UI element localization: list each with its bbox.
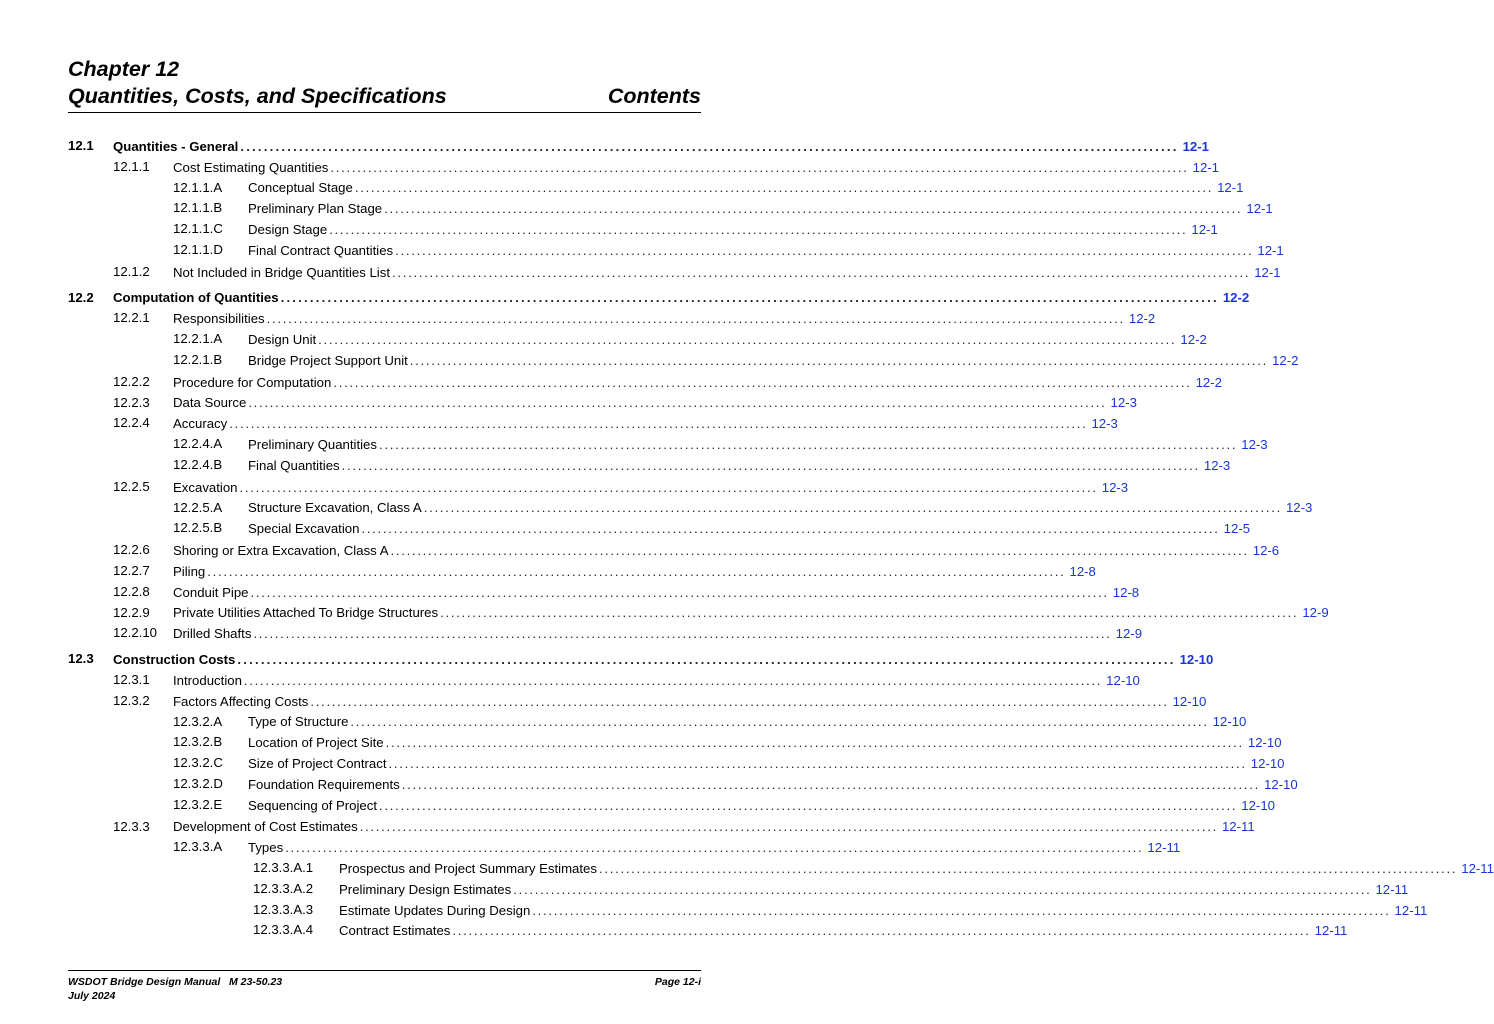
toc-entry-body: [248, 518, 1251, 539]
dot-leader: ................................................................................................................................................................: [513, 881, 1372, 897]
toc-entry[interactable]: [68, 649, 1214, 670]
toc-entry-number: 12.2.4.A: [173, 436, 223, 452]
toc-page-link[interactable]: 12-11: [1461, 860, 1494, 876]
toc-entry[interactable]: [68, 732, 1282, 753]
toc-page-link[interactable]: 12-10: [1241, 797, 1275, 813]
toc-entry-body: [173, 817, 1255, 838]
toc-entry[interactable]: [68, 691, 1207, 712]
toc-entry-number: 12.2.9: [113, 604, 150, 620]
toc-entry[interactable]: [68, 540, 1280, 561]
toc-entry-title: Private Utilities Attached To Bridge Structures: [173, 605, 439, 621]
dot-leader: ................................................................................................................................................................: [390, 543, 1249, 559]
toc-entry-title: Preliminary Plan Stage: [248, 201, 383, 217]
toc-entry[interactable]: [68, 372, 1222, 393]
toc-page-link[interactable]: 12-11: [1314, 923, 1348, 939]
toc-entry-title: Design Unit: [248, 332, 317, 348]
toc-entry[interactable]: [68, 477, 1129, 498]
toc-entry-body: [248, 712, 1247, 733]
toc-page-link[interactable]: 12-9: [1302, 605, 1329, 621]
toc-page-link[interactable]: 12-2: [1128, 311, 1156, 327]
toc-entry-body: [339, 920, 1348, 941]
toc-entry-title: Sequencing of Project: [248, 797, 378, 813]
toc-page-link[interactable]: 12-8: [1112, 584, 1140, 600]
dot-leader: ................................................................................................................................................................: [248, 395, 1107, 411]
toc-entry[interactable]: [68, 198, 1273, 219]
toc-entry-title: Estimate Updates During Design: [339, 902, 531, 918]
toc-entry-number: 12.3.2.C: [173, 755, 223, 771]
toc-entry-number: 12.2: [68, 289, 94, 305]
toc-page-link[interactable]: 12-11: [1221, 819, 1255, 835]
toc-entry-number: 12.1.2: [113, 263, 150, 279]
toc-page-link[interactable]: 12-10: [1263, 776, 1298, 792]
toc-entry-body: [248, 498, 1313, 519]
dot-leader: ................................................................................................................................................................: [207, 563, 1066, 579]
toc-entry[interactable]: [68, 136, 1209, 157]
dot-leader: ................................................................................................................................................................: [401, 776, 1260, 792]
toc-entry-body: [173, 393, 1137, 414]
toc-entry[interactable]: [68, 920, 1348, 941]
toc-entry-number: 12.2.1.A: [173, 331, 223, 347]
toc-entry-body: [173, 582, 1140, 603]
dot-leader: ................................................................................................................................................................: [379, 797, 1238, 813]
toc-entry[interactable]: [68, 350, 1299, 371]
toc-entry-body: [173, 157, 1220, 178]
toc-entry-number: 12.2.1: [113, 310, 150, 326]
toc-page-link[interactable]: 12-3: [1285, 500, 1313, 516]
toc-entry-number: 12.1.1.D: [173, 241, 223, 257]
toc-page-link[interactable]: 12-1: [1192, 159, 1220, 175]
toc-page-link[interactable]: 12-2: [1195, 374, 1222, 390]
toc-entry-title: Preliminary Design Estimates: [339, 881, 512, 897]
toc-entry[interactable]: [68, 623, 1143, 644]
toc-entry-title: Responsibilities: [173, 311, 265, 327]
toc-entry[interactable]: [68, 219, 1218, 240]
toc-page-link[interactable]: 12-10: [1172, 693, 1207, 709]
toc-entry-number: 12.2.4: [113, 415, 150, 431]
toc-page-link[interactable]: 12-1: [1217, 180, 1244, 196]
toc-entry-number: 12.1.1.C: [173, 221, 223, 237]
dot-leader: ................................................................................................................................................................: [253, 626, 1112, 642]
toc-entry[interactable]: [68, 393, 1137, 414]
toc-entry-number: 12.2.10: [113, 625, 157, 641]
toc-page-link[interactable]: 12-3: [1101, 479, 1129, 495]
toc-entry[interactable]: [68, 329, 1207, 350]
toc-entry-body: [173, 540, 1280, 561]
toc-entry[interactable]: [68, 518, 1251, 539]
dot-leader: ................................................................................................................................................................: [318, 332, 1177, 348]
toc-entry-number: 12.2.6: [113, 542, 150, 558]
toc-page-link[interactable]: 12-1: [1182, 138, 1209, 154]
toc-entry-number: 12.2.5.A: [173, 499, 223, 515]
toc-page-link[interactable]: 12-2: [1180, 332, 1207, 348]
dot-leader: ................................................................................................................................................................: [237, 652, 1176, 668]
dot-leader: ................................................................................................................................................................: [379, 437, 1238, 453]
toc-page-link[interactable]: 12-10: [1179, 652, 1214, 668]
toc-entry-title: Final Contract Quantities: [248, 242, 394, 258]
toc-entry-body: [248, 774, 1298, 795]
toc-entry-title: Construction Costs: [113, 652, 236, 668]
toc-page-link[interactable]: 12-6: [1252, 543, 1280, 559]
toc-entry[interactable]: [68, 712, 1247, 733]
toc-entry[interactable]: [68, 753, 1285, 774]
toc-entry-number: 12.3.2.B: [173, 734, 223, 750]
toc-entry-title: Introduction: [173, 672, 242, 688]
dot-leader: ................................................................................................................................................................: [229, 416, 1088, 432]
toc-entry-body: [113, 288, 1250, 309]
toc-entry[interactable]: [68, 795, 1275, 816]
dot-leader: ................................................................................................................................................................: [423, 500, 1282, 516]
dot-leader: ................................................................................................................................................................: [285, 840, 1144, 856]
dot-leader: ................................................................................................................................................................: [599, 860, 1458, 876]
toc-entry-number: 12.2.2: [113, 373, 150, 389]
toc-entry-title: Data Source: [173, 395, 247, 411]
toc-entry-title: Size of Project Contract: [248, 756, 387, 771]
table-of-contents: [68, 136, 1494, 941]
dot-leader: ................................................................................................................................................................: [354, 180, 1214, 196]
toc-page-link[interactable]: 12-10: [1106, 672, 1140, 688]
dot-leader: ................................................................................................................................................................: [333, 374, 1192, 390]
footer-rule: [68, 970, 701, 971]
toc-entry-body: [248, 198, 1273, 219]
toc-entry-body: [248, 837, 1181, 858]
toc-entry-body: [173, 308, 1156, 329]
toc-entry-title: Bridge Project Support Unit: [248, 352, 408, 368]
toc-entry[interactable]: [68, 817, 1255, 838]
toc-entry[interactable]: [68, 561, 1096, 582]
toc-entry[interactable]: [68, 288, 1250, 309]
manual-name: WSDOT Bridge Design Manual M 23-50.23: [68, 976, 283, 988]
toc-entry-body: [173, 413, 1118, 434]
toc-entry-number: 12.2.1.B: [173, 351, 223, 367]
toc-entry-body: [173, 561, 1096, 582]
chapter-number: Chapter 12: [68, 57, 180, 81]
toc-entry[interactable]: [68, 308, 1156, 329]
toc-entry-number: 12.1.1: [113, 158, 150, 174]
toc-entry-body: [248, 455, 1231, 476]
toc-entry-body: [173, 691, 1207, 712]
toc-page-link[interactable]: 12-11: [1394, 902, 1428, 918]
dot-leader: ................................................................................................................................................................: [395, 242, 1254, 258]
toc-entry-body: [248, 434, 1268, 455]
toc-entry-title: Prospectus and Project Summary Estimates: [339, 860, 597, 876]
toc-entry-title: Shoring or Extra Excavation, Class A: [173, 543, 389, 559]
toc-entry-number: 12.3.3.A.1: [253, 860, 314, 876]
publication-date: July 2024: [68, 990, 116, 1002]
toc-entry-number: 12.3.3.A.4: [253, 922, 314, 938]
toc-entry[interactable]: [68, 837, 1181, 858]
toc-page-link[interactable]: 12-2: [1272, 352, 1299, 368]
toc-page-link[interactable]: 12-9: [1115, 626, 1143, 642]
toc-entry-body: [248, 219, 1218, 240]
toc-entry-title: Location of Project Site: [248, 735, 384, 751]
dot-leader: ................................................................................................................................................................: [409, 352, 1269, 368]
toc-entry-number: 12.3.3.A.3: [253, 901, 314, 917]
dot-leader: ................................................................................................................................................................: [341, 457, 1200, 473]
toc-entry[interactable]: [68, 603, 1329, 624]
toc-entry-title: Conceptual Stage: [248, 180, 353, 196]
dot-leader: ................................................................................................................................................................: [388, 756, 1247, 771]
toc-entry-body: [173, 262, 1281, 283]
dot-leader: ................................................................................................................................................................: [532, 902, 1391, 918]
toc-entry-body: [173, 670, 1140, 691]
toc-entry-number: 12.1.1.B: [173, 200, 223, 216]
title-row: [68, 83, 701, 110]
toc-entry-body: [173, 603, 1329, 624]
toc-entry-body: [248, 753, 1285, 774]
toc-entry-number: 12.3.3.A: [173, 839, 223, 855]
toc-entry-title: Not Included in Bridge Quantities List: [173, 264, 390, 280]
dot-leader: ................................................................................................................................................................: [240, 138, 1179, 154]
dot-leader: ................................................................................................................................................................: [250, 584, 1109, 600]
toc-page-link[interactable]: 12-2: [1222, 290, 1250, 306]
toc-entry-title: Type of Structure: [248, 714, 349, 730]
dot-leader: ................................................................................................................................................................: [239, 479, 1098, 495]
toc-entry-body: [248, 329, 1207, 350]
toc-entry-body: [339, 879, 1409, 900]
toc-entry-title: Preliminary Quantities: [248, 437, 377, 453]
dot-leader: ................................................................................................................................................................: [266, 311, 1125, 327]
toc-entry[interactable]: [68, 157, 1220, 178]
toc-entry-number: 12.2.8: [113, 583, 150, 599]
toc-entry-title: Development of Cost Estimates: [173, 819, 358, 835]
dot-leader: ................................................................................................................................................................: [361, 521, 1220, 537]
toc-entry-body: [173, 477, 1129, 498]
toc-entry-title: Final Quantities: [248, 457, 340, 473]
toc-entry-title: Conduit Pipe: [173, 584, 249, 600]
toc-entry-body: [248, 240, 1284, 261]
dot-leader: ................................................................................................................................................................: [384, 201, 1243, 217]
toc-entry-number: 12.3.2: [113, 692, 150, 708]
toc-entry-title: Design Stage: [248, 222, 328, 238]
dot-leader: ................................................................................................................................................................: [359, 819, 1218, 835]
toc-entry-number: 12.2.4.B: [173, 456, 223, 472]
toc-entry[interactable]: [68, 178, 1244, 199]
toc-entry-number: 12.2.3: [113, 394, 150, 410]
toc-page-link[interactable]: 12-11: [1147, 840, 1181, 856]
toc-entry[interactable]: [68, 774, 1298, 795]
page-footer: [68, 975, 701, 1003]
toc-entry[interactable]: [68, 240, 1284, 261]
toc-entry-number: 12.1: [68, 138, 94, 153]
toc-entry-title: Computation of Quantities: [113, 290, 279, 306]
toc-entry-number: 12.3.2.A: [173, 713, 223, 729]
dot-leader: ................................................................................................................................................................: [350, 714, 1209, 730]
page-number: Page 12-i: [654, 976, 701, 988]
toc-entry-body: [339, 900, 1428, 921]
toc-entry-number: 12.3.3.A.2: [253, 880, 314, 896]
toc-entry-body: [248, 732, 1282, 753]
toc-entry-number: 12.3: [68, 651, 94, 667]
toc-entry-title: Cost Estimating Quantities: [173, 159, 329, 175]
dot-leader: ................................................................................................................................................................: [310, 693, 1169, 709]
toc-entry[interactable]: [68, 879, 1409, 900]
toc-page-link[interactable]: 12-10: [1247, 735, 1282, 751]
contents-heading: Contents: [607, 84, 701, 108]
toc-page-link[interactable]: 12-11: [1375, 881, 1409, 897]
dot-leader: ................................................................................................................................................................: [452, 923, 1311, 939]
toc-entry[interactable]: [68, 455, 1231, 476]
toc-entry-title: Excavation: [173, 479, 238, 495]
toc-entry-number: 12.2.5.B: [173, 520, 223, 536]
toc-entry-title: Types: [248, 840, 284, 856]
dot-leader: ................................................................................................................................................................: [329, 222, 1188, 238]
toc-page-link[interactable]: 12-1: [1257, 242, 1284, 258]
toc-entry[interactable]: [68, 413, 1118, 434]
toc-page-link[interactable]: 12-3: [1203, 457, 1231, 473]
toc-entry[interactable]: [68, 582, 1140, 603]
toc-entry[interactable]: [68, 858, 1494, 879]
toc-entry-body: [113, 136, 1209, 157]
toc-entry-body: [339, 858, 1494, 879]
dot-leader: ................................................................................................................................................................: [330, 159, 1189, 175]
toc-entry-title: Quantities - General: [113, 138, 239, 154]
toc-entry-number: 12.3.1: [113, 671, 150, 687]
dot-leader: ................................................................................................................................................................: [385, 735, 1244, 751]
toc-page-link[interactable]: 12-1: [1191, 222, 1218, 238]
toc-entry-number: 12.3.2.D: [173, 775, 223, 791]
toc-entry-number: 12.3.2.E: [173, 796, 223, 812]
toc-entry-title: Structure Excavation, Class A: [248, 500, 422, 516]
toc-entry-body: [248, 795, 1275, 816]
toc-page-link[interactable]: 12-8: [1069, 563, 1096, 579]
toc-entry[interactable]: [68, 262, 1281, 283]
toc-entry-number: 12.2.5: [113, 478, 150, 494]
toc-entry-title: Drilled Shafts: [173, 626, 252, 642]
toc-entry-body: [113, 649, 1214, 670]
toc-entry-title: Procedure for Computation: [173, 374, 332, 390]
toc-page-link[interactable]: 12-1: [1254, 264, 1281, 280]
toc-page-link[interactable]: 12-5: [1223, 521, 1251, 537]
toc-page-link[interactable]: 12-3: [1091, 416, 1118, 432]
dot-leader: ................................................................................................................................................................: [440, 605, 1299, 621]
toc-entry[interactable]: [68, 900, 1428, 921]
page-header: [68, 56, 701, 110]
toc-entry-title: Special Excavation: [248, 521, 360, 537]
toc-entry-body: [248, 178, 1244, 199]
dot-leader: ................................................................................................................................................................: [280, 290, 1219, 306]
toc-entry-title: Foundation Requirements: [248, 776, 400, 792]
toc-entry-body: [248, 350, 1299, 371]
toc-entry[interactable]: [68, 498, 1313, 519]
toc-page-link[interactable]: 12-10: [1212, 714, 1247, 730]
toc-page-link[interactable]: 12-1: [1246, 201, 1273, 217]
toc-page-link[interactable]: 12-3: [1110, 395, 1137, 411]
toc-entry-title: Contract Estimates: [339, 923, 451, 939]
toc-entry[interactable]: [68, 670, 1140, 691]
toc-entry-title: Factors Affecting Costs: [173, 693, 309, 709]
toc-entry-title: Accuracy: [173, 416, 228, 432]
header-rule: [68, 112, 701, 113]
toc-entry-number: 12.3.3: [113, 818, 150, 834]
chapter-title: Quantities, Costs, and Specifications: [68, 84, 447, 108]
toc-entry-body: [173, 623, 1143, 644]
toc-entry-title: Piling: [173, 563, 206, 579]
toc-entry-number: 12.1.1.A: [173, 179, 223, 195]
toc-entry-number: 12.2.7: [113, 562, 150, 578]
toc-page-link[interactable]: 12-10: [1250, 756, 1285, 771]
dot-leader: ................................................................................................................................................................: [391, 264, 1251, 280]
toc-page-link[interactable]: 12-3: [1241, 437, 1268, 453]
toc-entry[interactable]: [68, 434, 1268, 455]
toc-entry-body: [173, 372, 1222, 393]
dot-leader: ................................................................................................................................................................: [243, 672, 1103, 688]
